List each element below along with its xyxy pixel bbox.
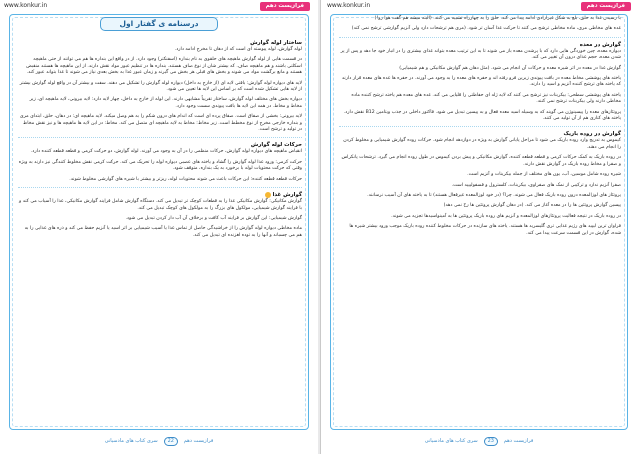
- left-page: [0, 0, 318, 454]
- paragraph: فراوان ترین لیپید های رژیم غذایی تری گلیسرید ها هستند. یاخته های سازنده در حرکات مخلوط کننده روده باریک موجب ورود بیشتر شیره ها شده، گوارش در این قسمت سرعت پیدا می کند.: [349, 224, 621, 236]
- page-footer: [321, 436, 637, 446]
- paragraph: گوارش مکانیکی: گوارش مکانیکی غذا را به قطعات کوچک تر تبدیل می کند. دستگاه گوارش شامل فرایند گوارش مکانیکی، غذا را آسیاب می کند و با فرایند گوارش شیمیایی، مولکول های بزرگ را به مولکول های کوچک تبدیل می کند.: [19, 199, 302, 211]
- right-content: [339, 16, 621, 241]
- lesson-title: درسنامه ی گفتار اول: [100, 17, 218, 31]
- divider: [339, 37, 621, 38]
- page-number: 22: [164, 437, 178, 446]
- right-page: [320, 0, 637, 454]
- paragraph: کیموس به تدریج وارد روده باریک می شود تا مراحل پایانی گوارش به ویژه در دوازدهه انجام شود. حرکات روده گوارش شیمیایی و مخلوط کردن را انجام می دهند.: [343, 138, 621, 150]
- paragraph: یاخته های پوششی سطحی: بیکربنات نیز ترشح می کنند که لایه ژله ای حفاظتی را قلیایی می کند. غده های معده هم یاخته ترشح کننده ماده مخاطی دارند ولی بیکربنات ترشح نمی کنند.: [351, 92, 621, 105]
- paragraph: با رسیدن غذا به حلق، بلع به شکل غیرارادی ادامه پیدا می کند. حلق را به چهارراه تشبیه می کنند. (البته میشه هم گفت هوا رو!): [374, 16, 621, 21]
- paragraph: دیواره بخش های مختلف لوله گوارش، ساختار تقریباً مشابهی دارند. این لوله از خارج به داخل، چهار لایه دارد: لایه بیرونی، لایه ماهیچه ای، زیر مخاط و مخاط. در همه این لایه ها بافت پیوندی سست وجود دارد.: [29, 97, 302, 109]
- paragraph: صفرا آنزیم ندارد و ترکیبی از نمک های صفراوی، بیکربنات، کلسترول و فسفولیپید است.: [451, 182, 621, 188]
- section-heading: ساختار لوله گوارش: [250, 40, 302, 46]
- paragraph: در روده باریک به کمک حرکات کرمی و قطعه قطعه کننده، گوارش مکانیکی و پیش بردن کیموس در طول روده انجام می گیرد. ترشحات پانکراس و صفرا و مخاط روده باریک در گوارش نقش دارند.: [341, 155, 621, 167]
- grade-badge: فرازیست دهم: [260, 2, 310, 11]
- paragraph: پروتئاز های لوزالمعده درون روده باریک فعال می شوند. چرا؟ (در خود لوزالمعده غیرفعال هستند) تا به یاخته های آن آسیب نرسانند.: [367, 192, 621, 198]
- paragraph: گوارش شیمیایی: این گوارش بر فرایند آب کافت و برخلاف آن آب دار کردن تبدیل می شود.: [125, 215, 302, 221]
- paragraph: پروتئازهای معده را پپسینوژن می گویند که به وسیله اسید معده فعال و به پپسین تبدیل می شود. فاکتور داخلی در جذب ویتامین B12 نقش دارد. یاخته های کناری هم از آن تولید می کنند.: [343, 109, 621, 122]
- site-url[interactable]: www.konkur.in: [4, 2, 48, 9]
- paragraph: در روده باریک در نتیجه فعالیت پروتئازهای لوزالمعده و آنزیم های روده باریک پروتئین ها به آمینواسیدها تجزیه می شوند.: [391, 213, 621, 219]
- paragraph: غده های مخاطی مری، ماده مخاطی ترشح می کنند تا حرکت غذا آسان تر شود. (مری هم ترشحات دارد ولی آنزیم گوارشی ترشح نمی کند): [351, 26, 621, 32]
- paragraph: لایه بیرونی: بخشی از صفاق است. صفاق پرده ای است که اندام های درون شکم را به هم وصل میکند. لایه ماهیچه ای: در دهان، حلق، ابتدای مری و بنداره خارجی مخرج از نوع مخطط است. زیر مخاط: مخاط به لایه ماهیچه ای متصل می کند. مخاط: در این لایه ها ماهیچه ها و نیز نقش مخاط در تولید و ترشح است.: [19, 114, 302, 133]
- section-heading: گوارش در معده: [579, 41, 621, 48]
- paragraph: حرکت کرمی: ورود غذا لوله گوارش را گشاد و یاخته های عصبی دیواره لوله را تحریک می کند. حرکت کرمی نقش مخلوط کنندگی نیز دارند به ویژه وقتی که حرکت محتویات لوله با برخورد به یک بنداره، متوقف شود.: [18, 159, 302, 172]
- divider: [18, 187, 302, 188]
- divider: [339, 126, 621, 127]
- paragraph: لوله گوارش، لوله پیوسته ای است که از دهان تا مخرج ادامه دارد.: [174, 47, 302, 52]
- paragraph: انقباض ماهیچه های دیواره لوله گوارش، حرکات منظمی را در آن به وجود می آورند. لوله گوارش، دو حرکت کرمی و قطعه قطعه کننده دارد.: [30, 149, 302, 155]
- paragraph: ماده مخاطی دیواره لوله گوارش را از خراشیدگی حاصل از تماس غذا یا آسیب شیمیایی بر اثر اسید یا آنزیم حفظ می کند و ذره های غذایی را به هم می چسباند و آنها را به توده لغزنده ای تبدیل می کند.: [24, 226, 302, 238]
- paragraph: پپسین گوارش پروتئین ها را در معده آغاز می کند. (در دهان گوارش پروتئین ها رخ نمی دهد): [443, 203, 621, 209]
- paragraph: دیواره معده، چین خوردگی هایی دارد که با پرشدن معده باز می شوند تا به این ترتیب معده بتواند غذای بیشتری را در انبار خود جا دهد و پس از پر شدن معده، حجم غذای درون آن تغییر می کند.: [340, 48, 621, 61]
- footer-series: سری کتاب های مادسیانی: [424, 438, 478, 444]
- left-content: [18, 36, 302, 243]
- section-heading: گوارش در روده باریک: [563, 131, 621, 138]
- section-heading: حرکات لوله گوارش: [250, 142, 302, 149]
- footer-book: فرازیست دهم: [183, 438, 214, 444]
- section-heading-text: گوارش غذا: [272, 192, 302, 199]
- page-number: 23: [484, 437, 498, 446]
- paragraph: در قسمت هایی از لوله گوارش ماهیچه های حلقوی به نام بنداره (اسفنکتر) وجود دارد. از در واقع این بنداره ها هم می توانند از حتی ماهیچه اسکلتی باشند و هم ماهیچه صاف. که بیشتر شان از نوع صاف هستند. بنداره ها در تنظیم عبور مواد نقش دارند. از این ماهیچه ها هستند منقبض هستند و مانع برگشت مواد می شوند و بخش های قبلی هر بخش می گیرند و زمان عبور غذا به بخش بعدی نیاز می شوند تا غذا بتواند عبور کند.: [26, 57, 302, 76]
- paragraph: حرکات قطعه قطعه کننده: این حرکات باعث می شوند محتویات لوله، ریزتر و بیشتر با شیره های گوارشی مخلوط شوند.: [69, 176, 302, 182]
- paragraph: لایه های دیواره لوله گوارش: بافتی لایه ای (از خارج به داخل) دیواره لوله گوارش را تشکیل می دهند. سفت و بیشتر آن در واقع لوله گوارش بیشتر از لایه هایی تشکیل شده است که بر اساس این لایه ها تعیین می شود.: [19, 80, 302, 93]
- footer-series: سری کتاب های مادسیانی: [104, 438, 158, 444]
- divider: [18, 137, 302, 138]
- paragraph: شیره روده شامل موسین، آب، یون های مختلف از جمله بیکربنات و آنزیم است.: [467, 172, 621, 178]
- grade-badge: فرازیست دهم: [581, 2, 631, 11]
- site-url[interactable]: www.konkur.in: [327, 2, 371, 9]
- smiley-icon: [265, 192, 271, 198]
- footer-book: فرازیست دهم: [503, 438, 534, 444]
- paragraph: یاخته های پوششی مخاط معده در بافت پیوندی زیرین فرو رفته اند و حفره های معده را به وجود می آورند. در حفره ها غده های معده قرار دارند که یاخته های ترشح کننده آنزیم و اسید را دارند.: [341, 76, 621, 88]
- page-footer: [0, 436, 318, 446]
- section-heading: [18, 191, 302, 199]
- paragraph: گوارش غذا در معده در اثر شیره معده و حرکات آن انجام می شود. (مثل دهان هم گوارش مکانیکی و هم شیمیایی): [399, 65, 621, 71]
